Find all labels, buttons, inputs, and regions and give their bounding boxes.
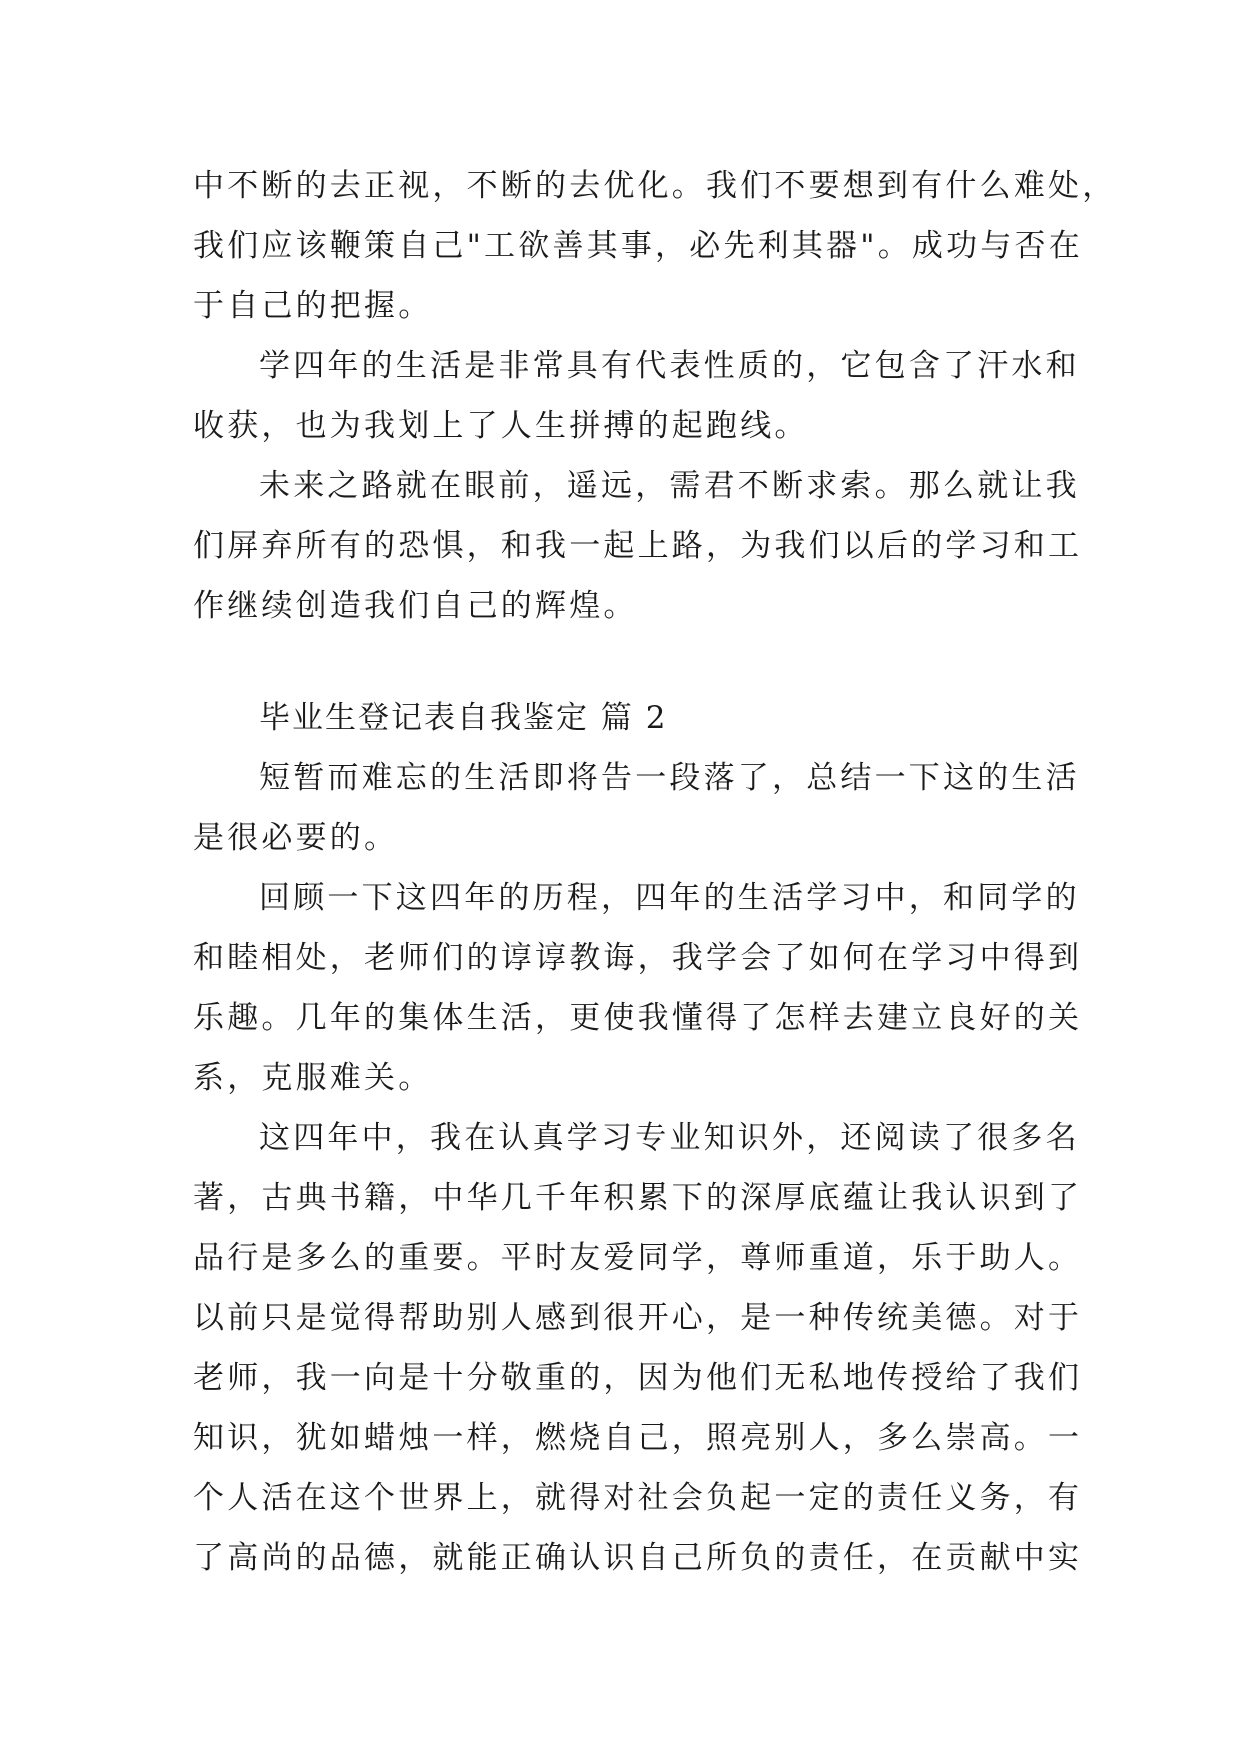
paragraph-line: 系，克服难关。 (193, 1060, 433, 1096)
paragraph-line: 以前只是觉得帮助别人感到很开心，是一种传统美德。对于 (193, 1300, 1083, 1336)
paragraph-line: 个人活在这个世界上，就得对社会负起一定的责任义务，有 (193, 1480, 1083, 1516)
section-heading: 毕业生登记表自我鉴定 篇 2 (259, 700, 668, 736)
paragraph-line: 是很必要的。 (193, 820, 399, 856)
paragraph-line: 了高尚的品德，就能正确认识自己所负的责任，在贡献中实 (193, 1540, 1083, 1576)
paragraph-line: 和睦相处，老师们的谆谆教诲，我学会了如何在学习中得到 (193, 940, 1083, 976)
paragraph-line: 未来之路就在眼前，遥远，需君不断求索。那么就让我 (259, 468, 1080, 504)
paragraph-line: 这四年中，我在认真学习专业知识外，还阅读了很多名 (259, 1120, 1080, 1156)
paragraph-line: 收获，也为我划上了人生拼搏的起跑线。 (193, 408, 809, 444)
paragraph-line: 们屏弃所有的恐惧，和我一起上路，为我们以后的学习和工 (193, 528, 1083, 564)
paragraph-line: 中不断的去正视，不断的去优化。我们不要想到有什么难处， (193, 168, 1117, 204)
paragraph-line: 回顾一下这四年的历程，四年的生活学习中，和同学的 (259, 880, 1080, 916)
paragraph-line: 我们应该鞭策自己"工欲善其事，必先利其器"。成功与否在 (193, 228, 1083, 264)
paragraph-line: 短暂而难忘的生活即将告一段落了，总结一下这的生活 (259, 760, 1080, 796)
paragraph-line: 于自己的把握。 (193, 288, 433, 324)
paragraph-line: 老师，我一向是十分敬重的，因为他们无私地传授给了我们 (193, 1360, 1083, 1396)
paragraph-line: 著，古典书籍，中华几千年积累下的深厚底蕴让我认识到了 (193, 1180, 1083, 1216)
paragraph-line: 知识，犹如蜡烛一样，燃烧自己，照亮别人，多么崇高。一 (193, 1420, 1083, 1456)
paragraph-line: 品行是多么的重要。平时友爱同学，尊师重道，乐于助人。 (193, 1240, 1083, 1276)
paragraph-line: 学四年的生活是非常具有代表性质的，它包含了汗水和 (259, 348, 1080, 384)
paragraph-line: 乐趣。几年的集体生活，更使我懂得了怎样去建立良好的关 (193, 1000, 1083, 1036)
paragraph-line: 作继续创造我们自己的辉煌。 (193, 588, 638, 624)
